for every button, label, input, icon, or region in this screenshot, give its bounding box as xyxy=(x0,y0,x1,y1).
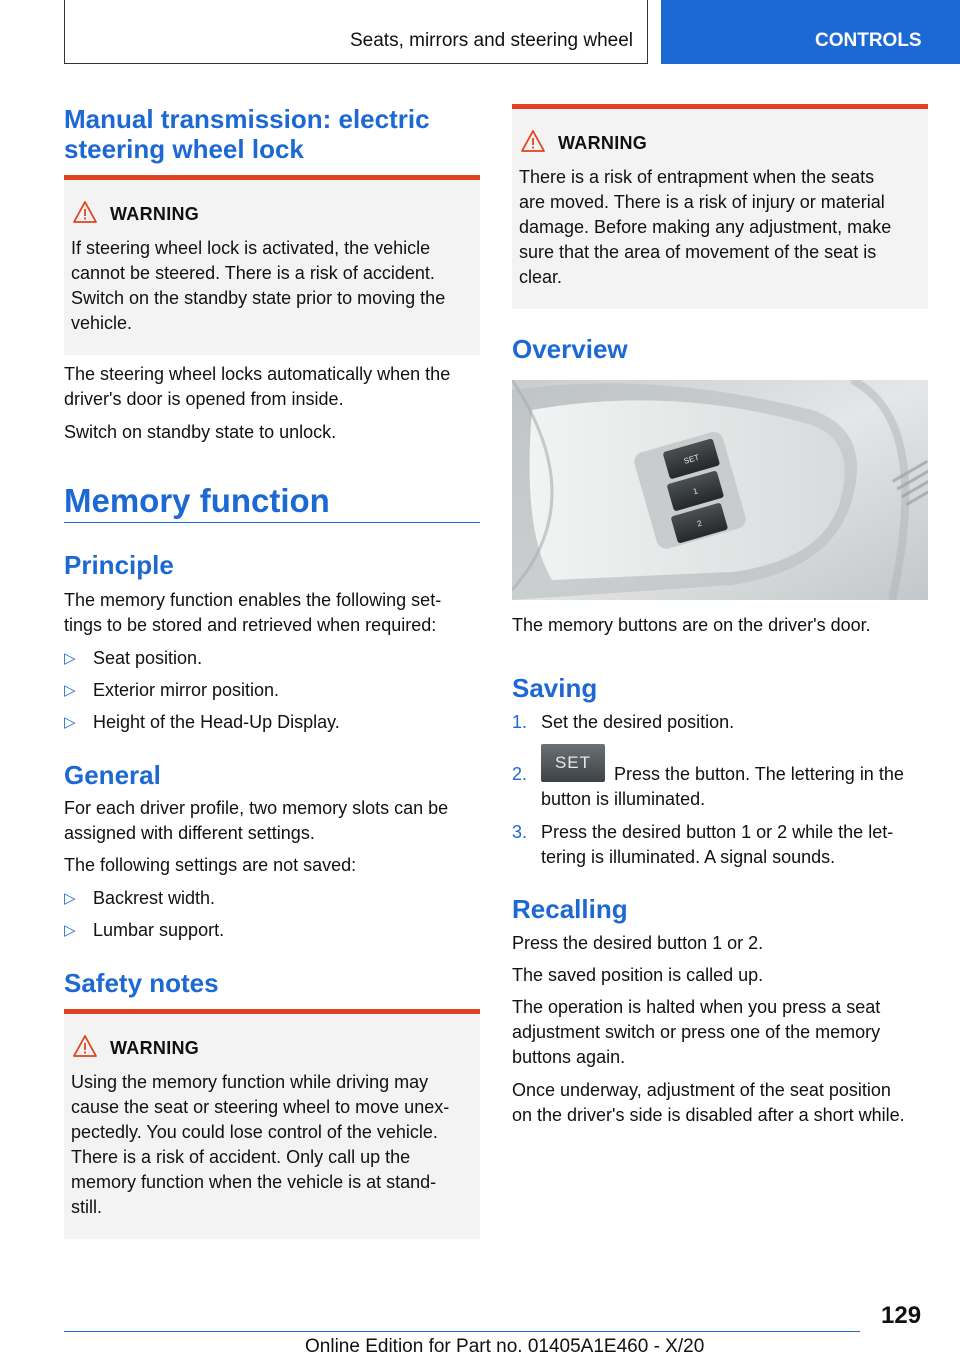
heading-safety-notes: Safety notes xyxy=(64,968,219,998)
page-number: 129 xyxy=(881,1302,922,1329)
memory-buttons-photo xyxy=(512,380,928,600)
warning-triangle-icon xyxy=(72,1034,98,1058)
warning-line: If steering wheel lock is activated, the vehicle xyxy=(71,238,431,258)
triangle-bullet-icon: ▷ xyxy=(64,650,76,667)
triangle-bullet-icon: ▷ xyxy=(64,682,76,699)
step-number: 2. xyxy=(512,764,528,784)
paragraph-principle xyxy=(64,588,441,638)
warning-text xyxy=(71,1070,474,1220)
paragraph-not-saved: The following settings are not saved: xyxy=(64,855,357,875)
triangle-bullet-icon: ▷ xyxy=(64,714,76,731)
heading-saving: Saving xyxy=(512,673,598,703)
step-text: Press the button. The lettering in the xyxy=(614,764,904,784)
list-item-text: Exterior mirror position. xyxy=(93,680,280,700)
warning-box-steering-lock xyxy=(64,175,480,355)
text-line: The memory function enables the following set‐ xyxy=(64,590,442,610)
heading-line: Manual transmission: electric xyxy=(64,104,430,134)
warning-line: are moved. There is a risk of injury or material xyxy=(519,192,885,212)
text-line: driver's door is opened from inside. xyxy=(64,389,344,409)
text-line: tings to be stored and retrieved when required: xyxy=(64,615,437,635)
warning-box-memory-driving xyxy=(64,1009,480,1239)
warning-line: There is a risk of accident. Only call up the xyxy=(71,1147,411,1167)
paragraph-overview: The memory buttons are on the driver's door. xyxy=(512,615,871,635)
text-line: buttons again. xyxy=(512,1047,626,1067)
footer-rule xyxy=(64,1331,860,1332)
header-section-box xyxy=(64,0,648,64)
footer-edition: Online Edition for Part no. 01405A1E460 - X/20 xyxy=(305,1336,705,1357)
warning-box-entrapment xyxy=(512,104,928,309)
warning-line: still. xyxy=(71,1197,102,1217)
step-text: Press the desired button 1 or 2 while the let‐ xyxy=(541,822,894,842)
warning-line: memory function when the vehicle is at stand‐ xyxy=(71,1172,437,1192)
text-line: For each driver profile, two memory slots can be xyxy=(64,798,449,818)
step-number: 3. xyxy=(512,822,528,842)
photo-button-label: 1 xyxy=(692,486,699,497)
text-line: assigned with different settings. xyxy=(64,823,315,843)
saving-step xyxy=(512,820,928,870)
warning-line: There is a risk of entrapment when the seats xyxy=(519,167,875,187)
text-line: The steering wheel locks automatically when the xyxy=(64,364,451,384)
warning-line: cause the seat or steering wheel to move unex‐ xyxy=(71,1097,450,1117)
heading-line: steering wheel lock xyxy=(64,134,304,164)
step-text: button is illuminated. xyxy=(541,789,706,809)
warning-title: WARNING xyxy=(558,133,648,153)
photo-button-label: SET xyxy=(682,452,701,466)
triangle-bullet-icon: ▷ xyxy=(64,922,76,939)
paragraph-unlock: Switch on standby state to unlock. xyxy=(64,422,337,442)
heading-underline xyxy=(64,522,480,523)
door-panel-illustration xyxy=(512,380,928,600)
warning-line: cannot be steered. There is a risk of accident. xyxy=(71,263,435,283)
step-text: Set the desired position. xyxy=(541,712,735,732)
warning-triangle-icon xyxy=(72,200,98,224)
triangle-bullet-icon: ▷ xyxy=(64,890,76,907)
paragraph-recall-halted xyxy=(512,995,880,1070)
warning-title: WARNING xyxy=(110,204,200,224)
paragraph-lock-automatic xyxy=(64,362,450,412)
header-chapter-title: CONTROLS xyxy=(815,30,922,51)
paragraph-recall-called: The saved position is called up. xyxy=(512,965,764,985)
set-button-icon: SET xyxy=(541,744,605,782)
warning-line: vehicle. xyxy=(71,313,133,333)
paragraph-recall-underway xyxy=(512,1078,905,1128)
header-chapter-tab xyxy=(661,0,960,64)
list-item-text: Backrest width. xyxy=(93,888,216,908)
text-line: The operation is halted when you press a seat xyxy=(512,997,881,1017)
heading-general: General xyxy=(64,760,161,790)
warning-text xyxy=(519,165,922,290)
heading-recalling: Recalling xyxy=(512,894,628,924)
step-text: tering is illuminated. A signal sounds. xyxy=(541,847,836,867)
paragraph-general xyxy=(64,796,448,846)
heading-principle: Principle xyxy=(64,550,174,580)
warning-title: WARNING xyxy=(110,1038,200,1058)
heading-overview: Overview xyxy=(512,334,628,364)
warning-line: Switch on the standby state prior to moving the xyxy=(71,288,446,308)
warning-line: sure that the area of movement of the seat is xyxy=(519,242,877,262)
warning-line: Using the memory function while driving may xyxy=(71,1072,429,1092)
heading-manual-transmission xyxy=(64,104,480,164)
header-section-title: Seats, mirrors and steering wheel xyxy=(349,30,633,51)
list-item-text: Seat position. xyxy=(93,648,203,668)
heading-memory-function: Memory function xyxy=(64,482,330,519)
photo-button-label: 2 xyxy=(696,518,703,529)
text-line: adjustment switch or press one of the memory xyxy=(512,1022,881,1042)
text-line: Once underway, adjustment of the seat position xyxy=(512,1080,891,1100)
list-item-text: Height of the Head-Up Display. xyxy=(93,712,340,732)
warning-line: damage. Before making any adjustment, make xyxy=(519,217,892,237)
warning-line: clear. xyxy=(519,267,563,287)
step-number: 1. xyxy=(512,712,528,732)
warning-text xyxy=(71,236,474,336)
text-line: on the driver's side is disabled after a short while. xyxy=(512,1105,905,1125)
paragraph-recall-press: Press the desired button 1 or 2. xyxy=(512,933,764,953)
warning-triangle-icon xyxy=(520,129,546,153)
list-item-text: Lumbar support. xyxy=(93,920,225,940)
warning-line: pectedly. You could lose control of the vehicle. xyxy=(71,1122,438,1142)
